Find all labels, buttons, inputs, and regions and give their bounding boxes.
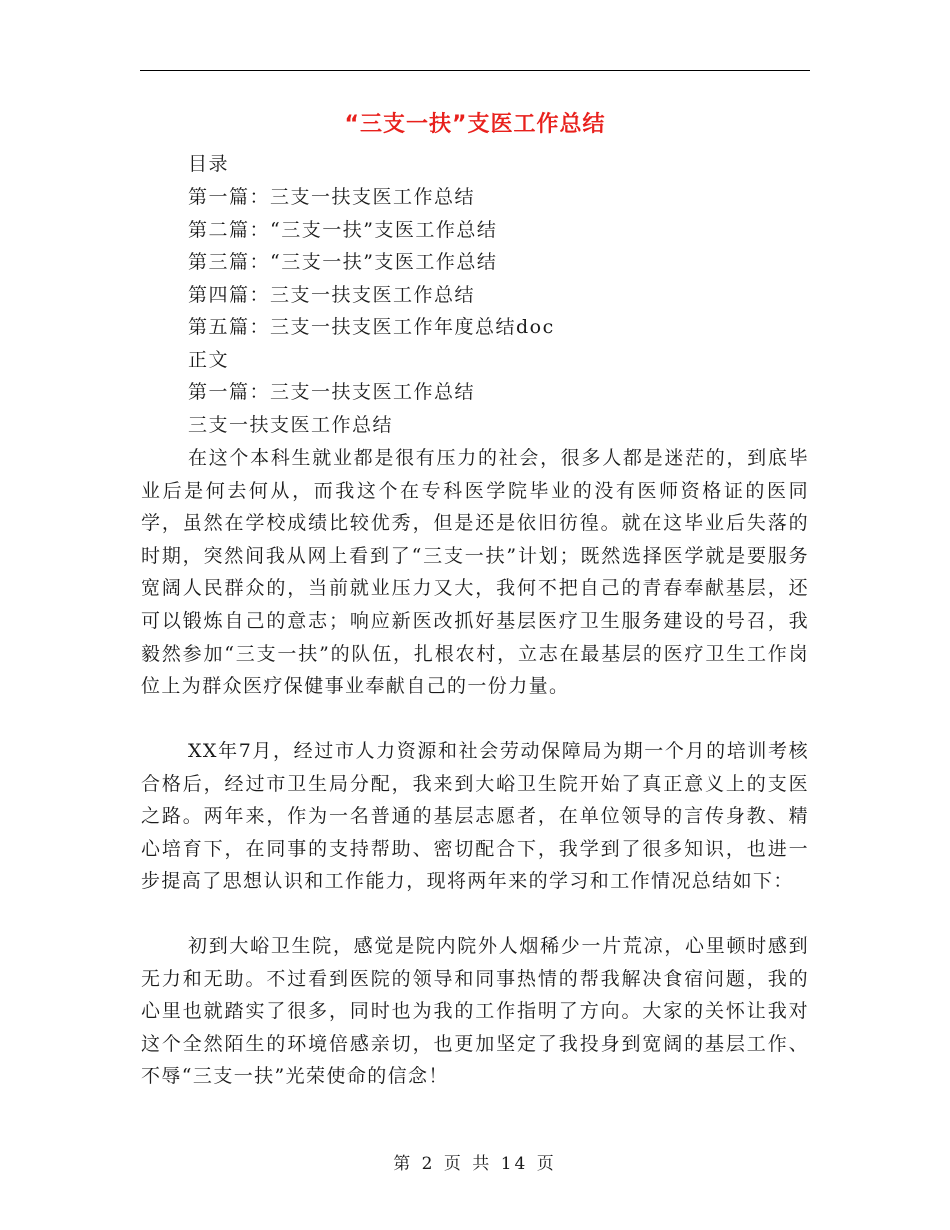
toc-item-2: 第二篇：“三支一扶”支医工作总结	[188, 219, 498, 241]
paragraph-3: 初到大峪卫生院，感觉是院内院外人烟稀少一片荒凉，心里顿时感到无力和无助。不过看到医院的领导和同事热情的帮我解决食宿问题，我的心里也就踏实了很多，同时也为我的工作指明了方向。大家的关怀让我对这个全然陌生的环境倍感亲切，也更加坚定了我投身到宽阔的基层工作、不辱“三支一扶”光荣使命的信念！	[141, 935, 809, 1088]
toc-item-3: 第三篇：“三支一扶”支医工作总结	[188, 251, 498, 273]
section-heading: 第一篇：三支一扶支医工作总结	[188, 381, 476, 403]
toc-heading: 目录	[188, 153, 230, 175]
section-subtitle: 三支一扶支医工作总结	[188, 414, 394, 436]
toc-item-4: 第四篇：三支一扶支医工作总结	[188, 284, 476, 306]
toc-item-1: 第一篇：三支一扶支医工作总结	[188, 186, 476, 208]
header-rule	[140, 70, 810, 71]
body-heading: 正文	[188, 349, 230, 371]
document-title: “三支一扶”支医工作总结	[344, 112, 606, 137]
paragraph-1: 在这个本科生就业都是很有压力的社会，很多人都是迷茫的，到底毕业后是何去何从，而我这个在专科医学院毕业的没有医师资格证的医同学，虽然在学校成绩比较优秀，但是还是依旧彷徨。就在这毕业后失落的时期，突然间我从网上看到了“三支一扶”计划；既然选择医学就是要服务宽阔人民群众的，当前就业压力又大，我何不把自己的青春奉献基层，还可以锻炼自己的意志；响应新医改抓好基层医疗卫生服务建设的号召，我毅然参加“三支一扶”的队伍，扎根农村，立志在最基层的医疗卫生工作岗位上为群众医疗保健事业奉献自己的一份力量。	[141, 447, 809, 698]
paragraph-2: XX年7月，经过市人力资源和社会劳动保障局为期一个月的培训考核合格后，经过市卫生局分配，我来到大峪卫生院开始了真正意义上的支医之路。两年来，作为一名普通的基层志愿者，在单位领导的言传身教、精心培育下，在同事的支持帮助、密切配合下，我学到了很多知识，也进一步提高了思想认识和工作能力，现将两年来的学习和工作情况总结如下：	[141, 740, 809, 893]
toc-item-5: 第五篇：三支一扶支医工作年度总结doc	[188, 316, 555, 338]
page-footer: 第 2 页 共 14 页	[393, 1154, 557, 1174]
